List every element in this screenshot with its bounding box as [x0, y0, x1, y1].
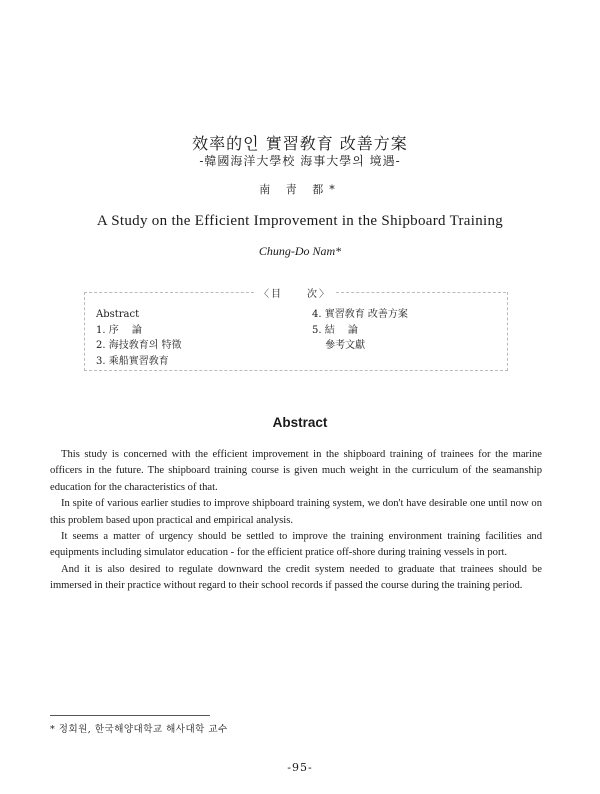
abstract-paragraph: And it is also desired to regulate downward the credit system needed to graduate that trainees should be immersed in their practice without regard to their school records if passed the course during the training period.	[50, 563, 542, 592]
toc-item: 1. 序 論	[96, 324, 142, 336]
english-author: Chung-Do Nam*	[258, 244, 342, 258]
toc-item: 4. 實習敎育 改善方案	[312, 309, 408, 320]
toc-item: 5. 結 論	[312, 324, 358, 336]
korean-author: 南 靑 都*	[259, 183, 341, 196]
toc-heading: 〈目 次〉	[259, 289, 331, 300]
toc-left-column	[96, 307, 182, 369]
korean-subtitle: -韓國海洋大學校 海事大學의 境遇-	[199, 154, 401, 168]
toc-item: 參考文獻	[312, 340, 366, 351]
toc-item: 3. 乘船實習敎育	[96, 355, 169, 367]
toc-right-column	[312, 307, 408, 354]
abstract-heading: Abstract	[272, 415, 328, 430]
toc-item: Abstract	[96, 309, 140, 320]
abstract-paragraph: It seems a matter of urgency should be settled to improve the training environment training facilities and equipments including simulator education - for the efficient pratice off-shore during training vessels in port.	[50, 531, 542, 559]
abstract-body	[50, 447, 542, 595]
korean-title: 效率的인 實習敎育 改善方案	[192, 134, 408, 153]
abstract-paragraph: In spite of various earlier studies to improve shipboard training system, we don't have desirable one until now on this problem based upon practical and empirical analysis.	[50, 498, 542, 526]
toc-item: 2. 海技敎育의 特徵	[96, 340, 182, 351]
footnote: * 정회원, 한국해양대학교 해사대학 교수	[50, 724, 228, 735]
footnote-divider	[50, 715, 210, 716]
page-number: -95-	[287, 761, 313, 774]
abstract-paragraph: This study is concerned with the efficient improvement in the shipboard training of trainees for the marine officers in the future. The shipboard training course is given much weight in the curriculum of the seamanship education for the characteristics of that.	[50, 449, 542, 493]
english-title: A Study on the Efficient Improvement in the Shipboard Training	[96, 213, 504, 229]
